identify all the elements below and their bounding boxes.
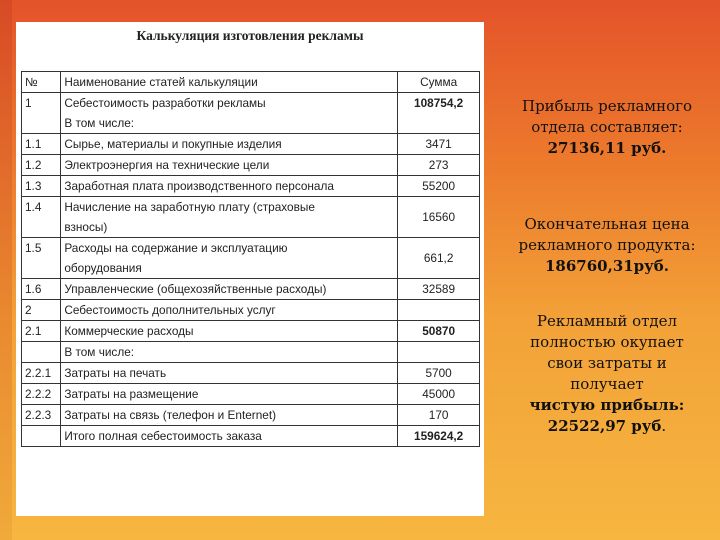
calculation-document (16, 22, 484, 516)
row-name (61, 134, 398, 155)
payback-block (494, 311, 720, 437)
table-row (22, 405, 480, 426)
row-name-line: Себестоимость дополнительных услуг (64, 303, 276, 317)
payback-line-5: чистую прибыль: (529, 396, 685, 414)
row-num: 2.2.1 (22, 363, 61, 384)
row-name-line: Коммерческие расходы (64, 324, 194, 338)
table-row (22, 426, 480, 447)
payback-line-4: получает (570, 375, 644, 393)
row-sum (398, 342, 480, 363)
row-name-line: Заработная плата производственного персонала (64, 179, 334, 193)
row-sum: 5700 (398, 363, 480, 384)
table-row (22, 93, 480, 134)
slide-left-border (0, 0, 12, 540)
row-num: 1.6 (22, 279, 61, 300)
row-name-line: Начисление на заработную плату (страховые (64, 200, 315, 214)
header-num: № (22, 72, 61, 93)
row-sum: 45000 (398, 384, 480, 405)
document-title: Калькуляция изготовления рекламы (136, 28, 364, 43)
row-sum: 661,2 (398, 238, 480, 279)
row-num: 1.4 (22, 197, 61, 238)
row-name (61, 342, 398, 363)
price-value: 186760,31руб. (544, 257, 670, 275)
row-sum: 55200 (398, 176, 480, 197)
row-num: 1.3 (22, 176, 61, 197)
row-name-line: В том числе: (64, 116, 135, 130)
row-name (61, 279, 398, 300)
profit-line-2: отдела составляет: (531, 118, 683, 136)
row-name (61, 155, 398, 176)
row-name (61, 93, 398, 134)
price-line-2: рекламного продукта: (518, 236, 696, 254)
payback-line-1: Рекламный отдел (536, 312, 678, 330)
profit-value: 27136,11 руб. (547, 139, 667, 157)
profit-line-1: Прибыль рекламного (521, 97, 693, 115)
row-name-line: Сырье, материалы и покупные изделия (64, 137, 282, 151)
row-name (61, 321, 398, 342)
row-sum: 108754,2 (398, 93, 480, 134)
table-row (22, 300, 480, 321)
table-row (22, 342, 480, 363)
row-name-line: оборудования (64, 261, 142, 275)
row-name (61, 363, 398, 384)
row-name-line: В том числе: (64, 345, 135, 359)
row-sum: 16560 (398, 197, 480, 238)
row-num: 1.2 (22, 155, 61, 176)
row-name (61, 238, 398, 279)
row-name-line: Затраты на связь (телефон и Enternet) (64, 408, 277, 422)
row-name-line: Себестоимость разработки рекламы (64, 96, 266, 110)
table-row (22, 176, 480, 197)
table-row (22, 363, 480, 384)
table-row (22, 155, 480, 176)
row-name (61, 405, 398, 426)
row-name-line: взносы) (64, 220, 108, 234)
payback-line-3: свои затраты и (547, 354, 667, 372)
row-name-line: Затраты на печать (64, 366, 167, 380)
payback-value: 22522,97 руб (547, 417, 662, 435)
row-num: 2.2.3 (22, 405, 61, 426)
price-line-1: Окончательная цена (524, 215, 690, 233)
row-name-line: Электроэнергия на технические цели (64, 158, 270, 172)
row-name (61, 300, 398, 321)
profit-block (494, 96, 720, 159)
row-num: 1 (22, 93, 61, 134)
row-sum (398, 300, 480, 321)
row-name (61, 426, 398, 447)
table-row (22, 321, 480, 342)
row-name-line: Затраты на размещение (64, 387, 199, 401)
row-sum: 3471 (398, 134, 480, 155)
row-num: 2.1 (22, 321, 61, 342)
row-sum: 170 (398, 405, 480, 426)
table-row (22, 134, 480, 155)
row-num: 2 (22, 300, 61, 321)
row-num (22, 342, 61, 363)
header-sum: Сумма (398, 72, 480, 93)
row-name (61, 197, 398, 238)
table-row (22, 238, 480, 279)
row-num: 2.2.2 (22, 384, 61, 405)
row-sum: 273 (398, 155, 480, 176)
price-block (494, 214, 720, 277)
table-row (22, 279, 480, 300)
table-header-row (22, 72, 480, 93)
row-sum: 32589 (398, 279, 480, 300)
row-name (61, 384, 398, 405)
table-row (22, 384, 480, 405)
row-name-line: Итого полная себестоимость заказа (64, 429, 262, 443)
table-row (22, 197, 480, 238)
row-name (61, 176, 398, 197)
row-name-line: Управленческие (общехозяйственные расходы) (64, 282, 327, 296)
row-sum: 159624,2 (398, 426, 480, 447)
calculation-table (21, 71, 480, 447)
row-num: 1.1 (22, 134, 61, 155)
row-sum: 50870 (398, 321, 480, 342)
row-name-line: Расходы на содержание и эксплуатацию (64, 241, 288, 255)
header-name: Наименование статей калькуляции (61, 72, 398, 93)
row-num (22, 426, 61, 447)
payback-value-tail: . (661, 417, 667, 435)
summary-panel (494, 96, 720, 437)
row-num: 1.5 (22, 238, 61, 279)
payback-value-line (494, 416, 720, 437)
payback-line-2: полностью окупает (530, 333, 684, 351)
